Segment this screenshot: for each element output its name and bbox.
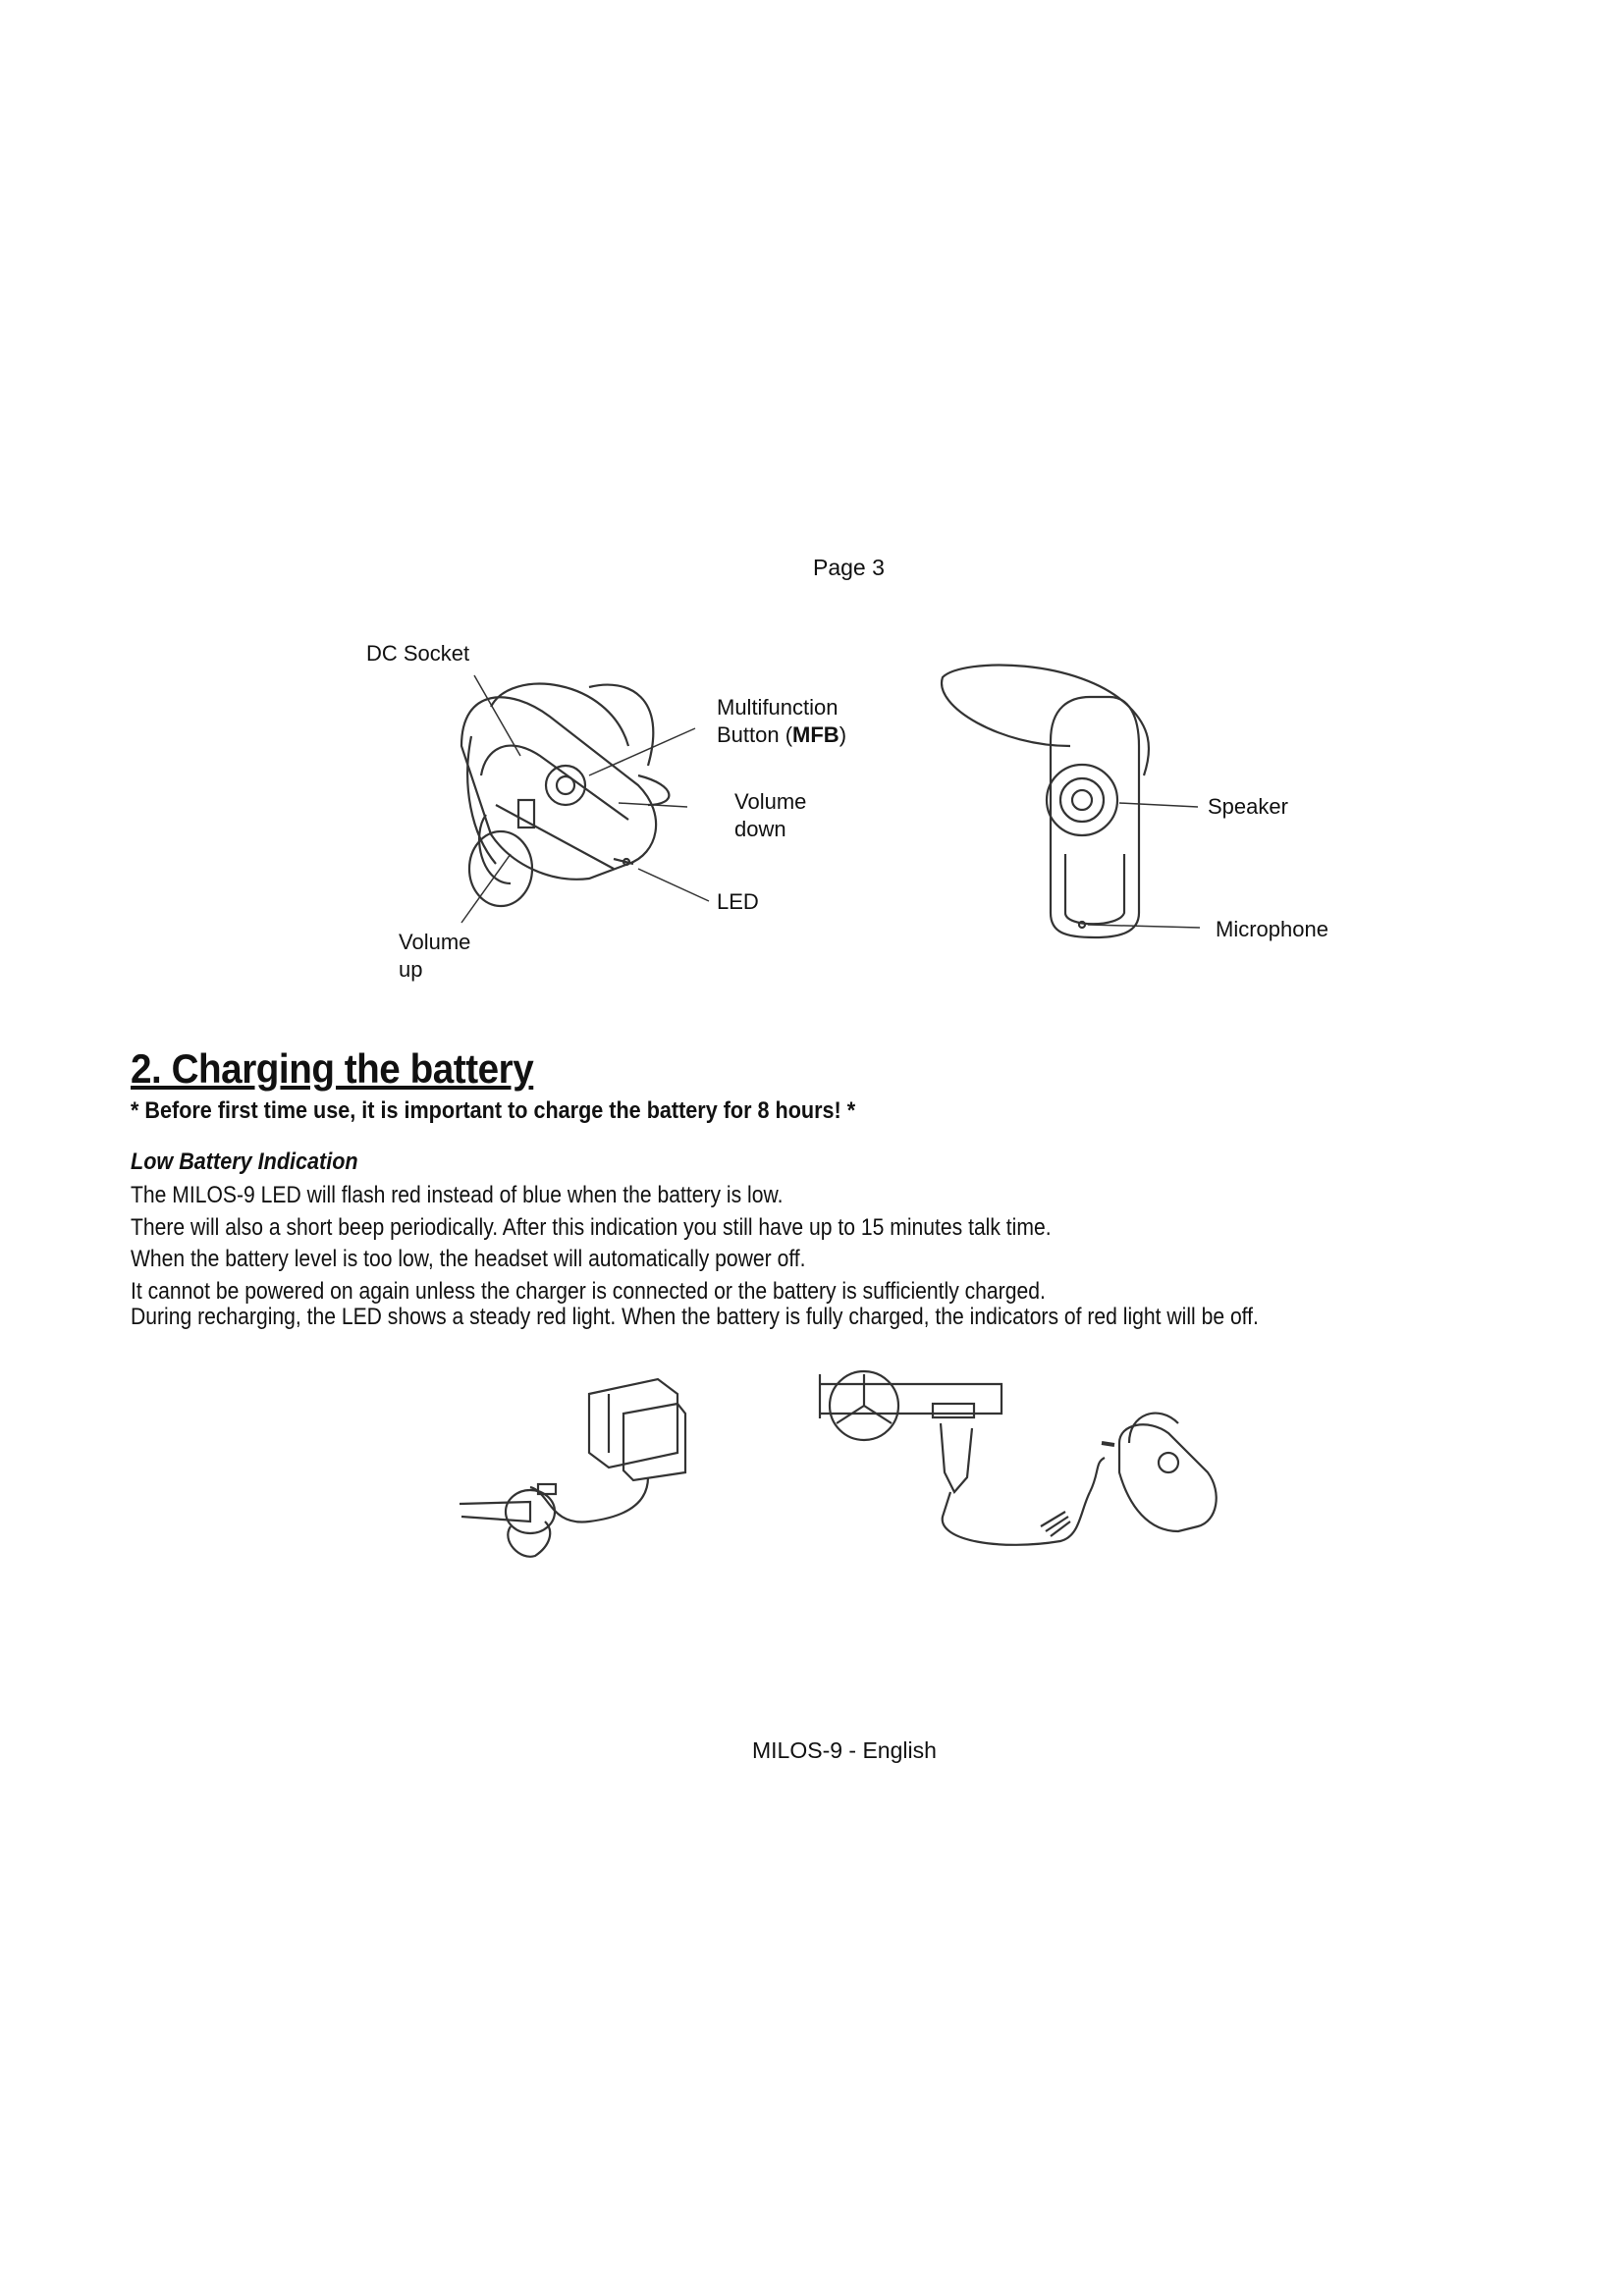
paragraph-line: There will also a short beep periodically. After this indication you still have up to 15 minutes talk time. (131, 1214, 1052, 1241)
headset-front-illustration (942, 666, 1149, 937)
low-battery-subheading: Low Battery Indication (131, 1148, 358, 1175)
label-mfb-line2 (717, 721, 846, 749)
label-led: LED (717, 889, 759, 914)
paragraph-line: When the battery level is too low, the headset will automatically power off. (131, 1246, 806, 1272)
label-dc-socket: DC Socket (366, 641, 470, 666)
label-microphone: Microphone (1216, 917, 1328, 941)
wall-charger-illustration (460, 1379, 685, 1557)
label-volume-up-line2: up (399, 957, 423, 982)
label-volume-down-line2: down (734, 817, 786, 841)
headset-side-illustration (461, 684, 669, 906)
label-mfb-suffix: ) (839, 722, 847, 747)
headset-diagram (0, 0, 1624, 1001)
car-charger-illustration (820, 1371, 1217, 1545)
label-mfb-prefix: Button ( (717, 722, 793, 747)
page-number: Page 3 (813, 555, 885, 580)
section-heading: 2. Charging the battery (131, 1045, 534, 1092)
charging-notice: * Before first time use, it is important to charge the battery for 8 hours! * (131, 1097, 856, 1124)
label-volume-up (399, 929, 470, 984)
paragraph-line: The MILOS-9 LED will flash red instead of blue when the battery is low. (131, 1182, 784, 1208)
label-mfb-line1: Multifunction (717, 695, 839, 720)
paragraph-line: It cannot be powered on again unless the charger is connected or the battery is sufficiently charged. (131, 1278, 1046, 1305)
charger-diagram (0, 1355, 1624, 1580)
label-mfb (717, 694, 846, 749)
page-footer: MILOS-9 - English (752, 1737, 937, 1763)
label-speaker: Speaker (1208, 794, 1288, 819)
label-mfb-bold: MFB (792, 722, 839, 747)
label-volume-up-line1: Volume (399, 930, 471, 954)
paragraph-line: During recharging, the LED shows a steady red light. When the battery is fully charged, the indicators of red light will be off. (131, 1304, 1259, 1330)
label-volume-down-line1: Volume (734, 789, 807, 814)
label-volume-down (734, 788, 806, 843)
